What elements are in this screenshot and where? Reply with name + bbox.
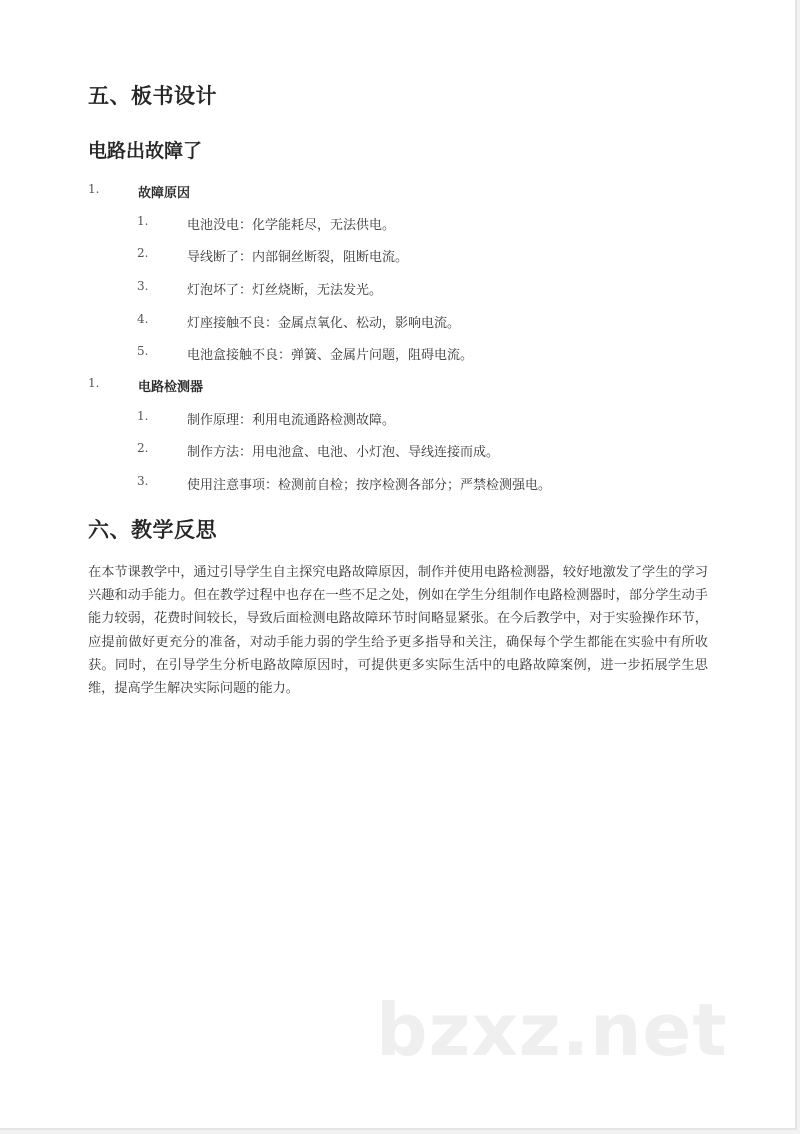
list-item-number: 5. bbox=[137, 344, 149, 358]
list-item-text: 制作方法：用电池盒、电池、小灯泡、导线连接而成。 bbox=[187, 445, 500, 460]
list-number: 1. bbox=[88, 376, 100, 390]
list-item-number: 3. bbox=[137, 474, 149, 488]
list-item-text: 电池没电：化学能耗尽，无法供电。 bbox=[187, 218, 396, 233]
reflection-paragraph: 在本节课教学中，通过引导学生自主探究电路故障原因，制作并使用电路检测器，较好地激发了学生的学习兴趣和动手能力。但在教学过程中也存在一些不足之处，例如在学生分组制作电路检测器时，部分学生动手能力较弱，花费时间较长，导致后面检测电路故障环节时间略显紧张。在今后教学中，对于实验操作环节，应提前做好更充分的准备，对动手能力弱的学生给予更多指导和关注，确保每个学生都能在实验中有所收获。同时，在引导学生分析电路故障原因时，可提供更多实际生活中的电路故障案例，进一步拓展学生思维，提高学生解决实际问题的能力。 bbox=[88, 565, 708, 697]
list-title: 故障原因 bbox=[138, 186, 191, 201]
list-item-text: 电池盒接触不良：弹簧、金属片问题，阻碍电流。 bbox=[187, 348, 474, 363]
list-item-text: 导线断了：内部铜丝断裂，阻断电流。 bbox=[187, 250, 409, 265]
list-item-number: 2. bbox=[137, 246, 149, 260]
section-heading-board-design: 五、板书设计 bbox=[88, 84, 217, 108]
list-item-text: 制作原理：利用电流通路检测故障。 bbox=[187, 413, 396, 428]
list-item-text: 使用注意事项：检测前自检；按序检测各部分；严禁检测强电。 bbox=[187, 478, 552, 493]
list-item-text: 灯座接触不良：金属点氧化、松动，影响电流。 bbox=[187, 316, 461, 331]
list-item-number: 1. bbox=[137, 409, 149, 423]
list-title: 电路检测器 bbox=[138, 380, 204, 395]
list-item-number: 4. bbox=[137, 312, 149, 326]
section-heading-teaching-reflection: 六、教学反思 bbox=[88, 518, 217, 542]
list-item-number: 2. bbox=[137, 441, 149, 455]
list-item-number: 3. bbox=[137, 279, 149, 293]
watermark: bzxz.net bbox=[376, 988, 728, 1072]
list-number: 1. bbox=[88, 182, 100, 196]
list-item-number: 1. bbox=[137, 214, 149, 228]
board-title: 电路出故障了 bbox=[88, 140, 203, 162]
list-item-text: 灯泡坏了：灯丝烧断，无法发光。 bbox=[187, 283, 383, 298]
